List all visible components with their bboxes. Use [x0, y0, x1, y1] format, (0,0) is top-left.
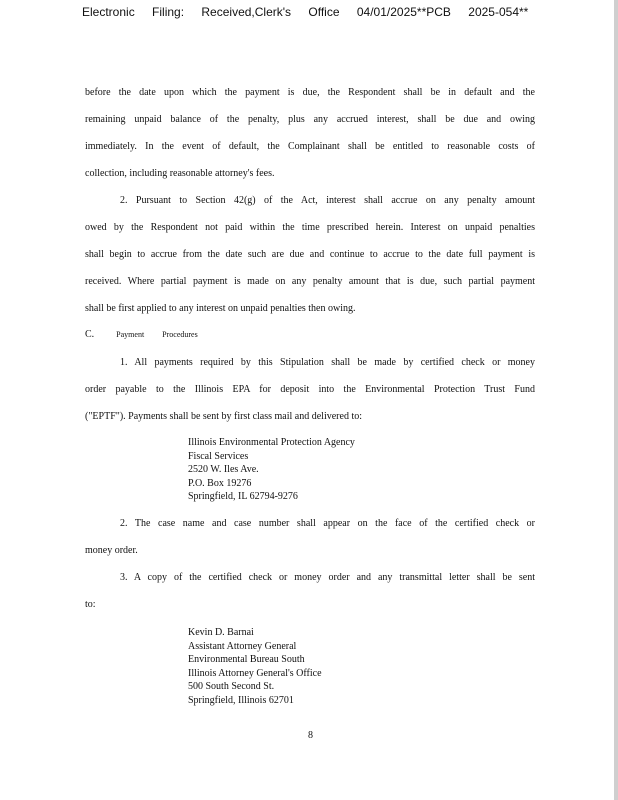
- header-text: Electronic: [82, 5, 135, 19]
- epa-address-block: [188, 436, 355, 504]
- address-line: Illinois Environmental Protection Agency: [188, 437, 355, 448]
- header-text: 04/01/2025**PCB: [356, 5, 451, 19]
- body-line: before the date upon which the payment is due, the Respondent shall be in default and the: [85, 87, 535, 98]
- address-line: Environmental Bureau South: [188, 654, 305, 665]
- attorney-general-address-block: [188, 626, 322, 707]
- body-line: immediately. In the event of default, the Complainant shall be entitled to reasonable costs of: [85, 141, 535, 152]
- body-line: shall begin to accrue from the date such are due and continue to accrue to the date full payment is: [85, 249, 535, 260]
- address-line: Springfield, Illinois 62701: [188, 694, 294, 706]
- address-line: 500 South Second St.: [188, 681, 275, 692]
- header-text: Received,Clerk's: [201, 5, 292, 19]
- body-line: remaining unpaid balance of the penalty, plus any accrued interest, shall be due and owing: [85, 114, 535, 125]
- address-line: P.O. Box 19276: [188, 477, 252, 489]
- body-line: ("EPTF"). Payments shall be sent by first class mail and delivered to:: [85, 411, 363, 422]
- section-heading-c: [85, 329, 198, 340]
- body-line: 2. The case name and case number shall appear on the face of the certified check or: [120, 518, 535, 529]
- body-line: shall be first applied to any interest on unpaid penalties then owing.: [85, 303, 356, 314]
- body-line: 2. Pursuant to Section 42(g) of the Act, interest shall accrue on any penalty amount: [120, 195, 535, 206]
- header-text: 2025-054**: [468, 5, 529, 19]
- page-edge-shadow: [614, 0, 618, 800]
- address-line: Assistant Attorney General: [188, 640, 297, 652]
- page-number: 8: [308, 730, 313, 741]
- body-line: money order.: [85, 545, 138, 556]
- body-line: 3. A copy of the certified check or money order and any transmittal letter shall be sent: [120, 572, 535, 583]
- body-line: order payable to the Illinois EPA for deposit into the Environmental Protection Trust Fund: [85, 384, 535, 395]
- header-text: Office: [308, 5, 340, 19]
- address-line: Kevin D. Barnai: [188, 627, 254, 638]
- body-line: received. Where partial payment is made on any penalty amount that is due, such partial payment: [85, 276, 535, 287]
- section-letter: C.: [85, 329, 95, 340]
- header-text: Filing:: [152, 5, 185, 19]
- body-line: owed by the Respondent not paid within the time prescribed herein. Interest on unpaid penalties: [85, 222, 535, 233]
- address-line: 2520 W. Iles Ave.: [188, 464, 259, 475]
- body-line: 1. All payments required by this Stipulation shall be made by certified check or money: [120, 357, 535, 368]
- address-line: Springfield, IL 62794-9276: [188, 491, 298, 502]
- body-line: to:: [85, 599, 96, 610]
- efiling-stamp-header: [82, 5, 542, 19]
- body-line: collection, including reasonable attorney's fees.: [85, 168, 275, 179]
- address-line: Fiscal Services: [188, 450, 249, 462]
- section-title-word: Payment: [116, 330, 145, 339]
- section-title-word: Procedures: [162, 330, 198, 339]
- address-line: Illinois Attorney General's Office: [188, 667, 322, 679]
